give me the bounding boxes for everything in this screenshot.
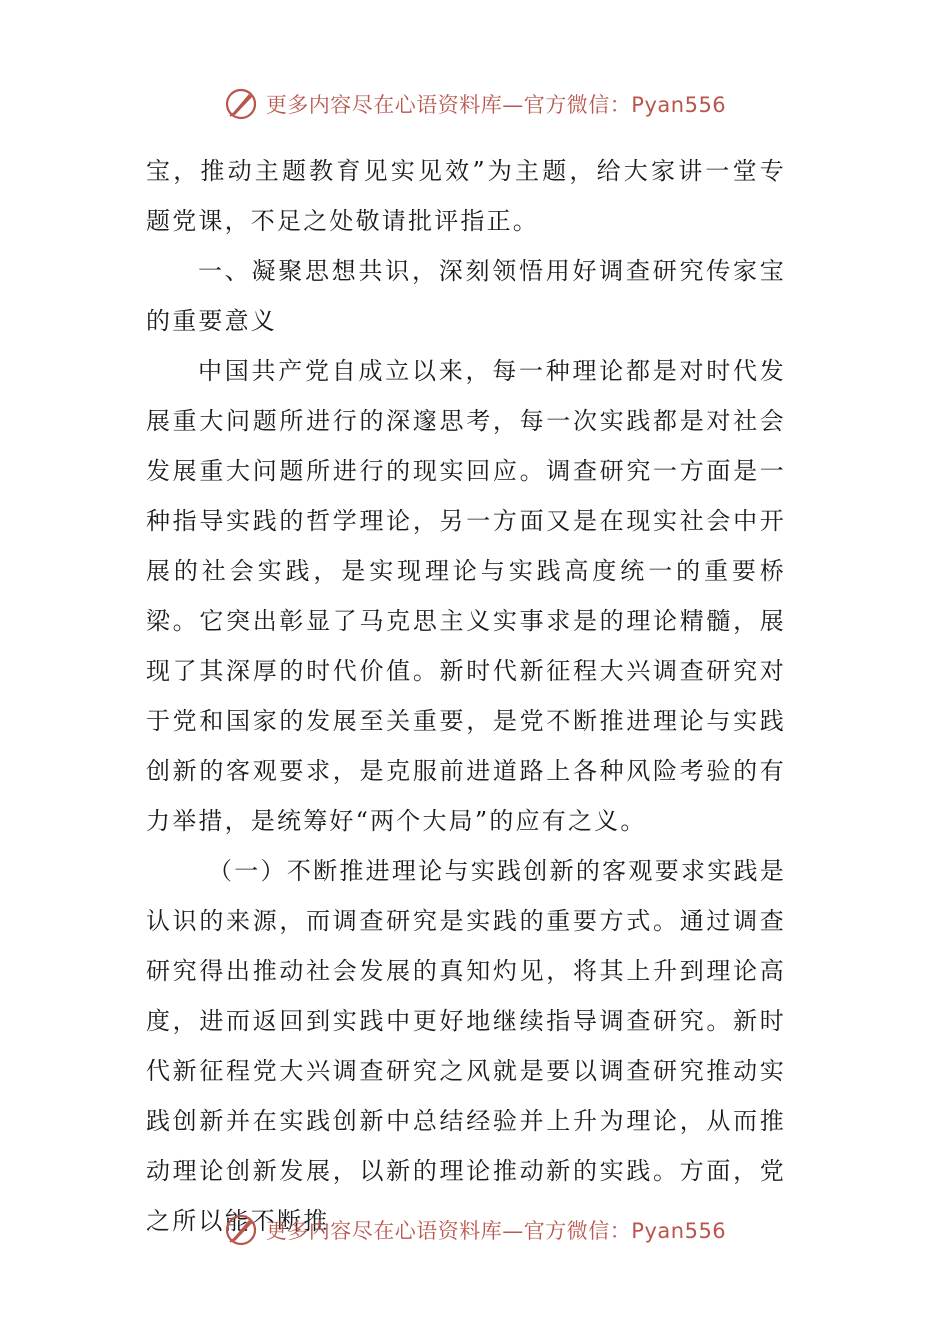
footer-banner-text: 更多内容尽在心语资料库—官方微信：Pyan556 (265, 1219, 727, 1243)
footer-banner (0, 1210, 950, 1250)
quill-pen-icon (224, 87, 258, 121)
paragraph-intro-continuation: 宝，推动主题教育见实见效”为主题，给大家讲一堂专题党课，不足之处敬请批评指正。 (146, 157, 786, 235)
header-banner-text: 更多内容尽在心语资料库—官方微信：Pyan556 (265, 93, 727, 117)
section-heading-1: 一、凝聚思想共识，深刻领悟用好调查研究传家宝的重要意义 (146, 257, 786, 335)
subsection-heading-1: （一）不断推进理论与实践创新的客观要求实践是认识的来源，而调查研究是实践的重要方式。通过调查研究得出推动社会发展的真知灼见，将其上升到理论高度，进而返回到实践中更好地继续指导调查研究。新时代新征程党大兴调查研究之风就是要以调查研究推动实践创新并在实践创新中总结经验并上升为理论，从而推动理论创新发展，以新的理论推动新的实践。方面，党之所以能不断推 (146, 857, 786, 1235)
header-banner (0, 84, 950, 124)
document-body (146, 146, 786, 1246)
paragraph-section-1: 中国共产党自成立以来，每一种理论都是对时代发展重大问题所进行的深邃思考，每一次实践都是对社会发展重大问题所进行的现实回应。调查研究一方面是一种指导实践的哲学理论，另一方面又是在现实社会中开展的社会实践，是实现理论与实践高度统一的重要桥梁。它突出彰显了马克思主义实事求是的理论精髓，展现了其深厚的时代价值。新时代新征程大兴调查研究对于党和国家的发展至关重要，是党不断推进理论与实践创新的客观要求，是克服前进道路上各种风险考验的有力举措，是统筹好“两个大局”的应有之义。 (146, 357, 786, 835)
quill-pen-icon (224, 1213, 258, 1247)
